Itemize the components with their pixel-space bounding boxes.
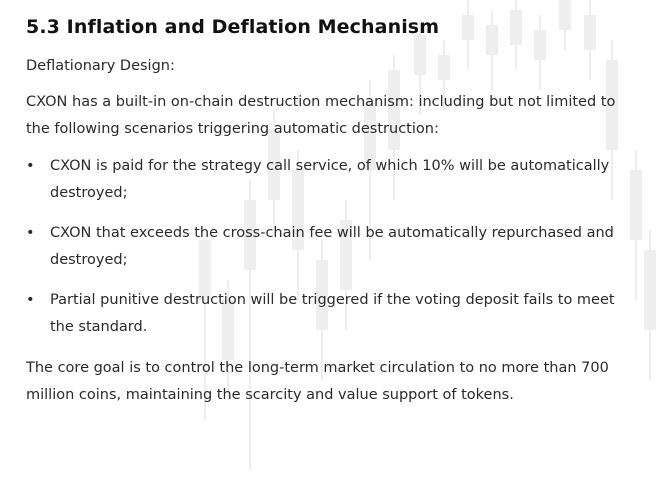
intro-paragraph: CXON has a built-in on-chain destruction mechanism: including but not limited to the following scenarios triggering automatic destruction:	[26, 94, 616, 137]
bullet-marker: •	[26, 158, 35, 174]
subheading-deflationary-design: Deflationary Design:	[26, 58, 175, 74]
section-title: 5.3 Inflation and Deflation Mechanism	[26, 16, 440, 38]
bullet-text: CXON is paid for the strategy call service, of which 10% will be automatically destroyed;	[50, 158, 610, 201]
bullet-marker: •	[26, 292, 35, 308]
conclusion-paragraph: The core goal is to control the long-term market circulation to no more than 700 million coins, maintaining the scarcity and value support of tokens.	[26, 360, 609, 403]
bullet-list	[26, 143, 642, 341]
bullet-marker: •	[26, 225, 35, 241]
list-item	[26, 220, 642, 274]
bullet-text: Partial punitive destruction will be triggered if the voting deposit fails to meet the standard.	[50, 292, 615, 335]
list-item	[26, 153, 642, 207]
list-item	[26, 287, 642, 341]
bullet-text: CXON that exceeds the cross-chain fee will be automatically repurchased and destroyed;	[50, 225, 614, 268]
